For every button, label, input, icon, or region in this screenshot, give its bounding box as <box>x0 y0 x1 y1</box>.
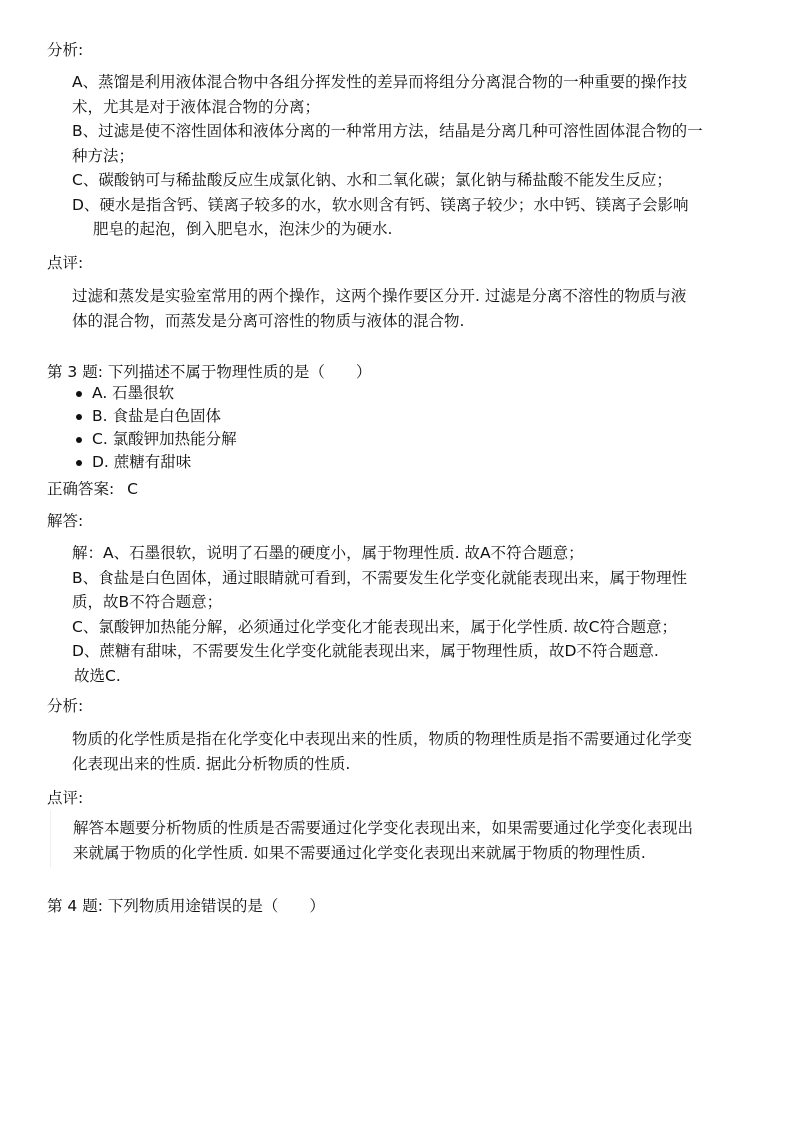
q3-comment-label: 点评: <box>47 789 84 807</box>
q2-analysis-text <box>72 70 732 242</box>
q3-option-a: A. 石墨很软 <box>72 382 237 405</box>
q2-comment-line: 体的混合物，而蒸发是分离可溶性的物质与液体的混合物. <box>72 311 465 330</box>
q2-analysis-label: 分析: <box>47 41 84 59</box>
q3-solution-line: B、食盐是白色固体，通过眼睛就可看到，不需要发生化学变化就能表现出来，属于物理性 <box>72 568 688 587</box>
q3-option-c: C. 氯酸钾加热能分解 <box>72 428 237 451</box>
q2-analysis-line: A、蒸馏是利用液体混合物中各组分挥发性的差异而将组分分离混合物的一种重要的操作技 <box>72 73 688 91</box>
q3-answer-value: C <box>127 480 138 498</box>
q3-analysis-text <box>72 727 732 776</box>
q2-comment-line: 过滤和蒸发是实验室常用的两个操作，这两个操作要区分开. 过滤是分离不溶性的物质与液 <box>72 287 687 305</box>
q3-solution-label: 解答: <box>47 512 84 530</box>
q2-analysis-line: D、硬水是指含钙、镁离子较多的水，软水则含有钙、镁离子较少；水中钙、镁离子会影响 <box>72 195 689 214</box>
q2-comment-label: 点评: <box>47 254 84 272</box>
q3-analysis-line: 化表现出来的性质. 据此分析物质的性质. <box>72 754 351 773</box>
q3-analysis-line: 物质的化学性质是指在化学变化中表现出来的性质，物质的物理性质是指不需要通过化学变 <box>72 730 693 748</box>
q3-options <box>72 382 237 474</box>
q3-solution-line: 故选C. <box>74 666 121 685</box>
q2-analysis-line: 术，尤其是对于液体混合物的分离； <box>72 97 321 116</box>
q3-option-b: B. 食盐是白色固体 <box>72 405 237 428</box>
q2-analysis-line: 种方法； <box>72 146 135 165</box>
q2-comment-text <box>72 284 732 333</box>
q3-solution-line: 质，故B不符合题意； <box>72 593 223 611</box>
q3-analysis-label: 分析: <box>47 697 84 715</box>
q3-title: 第 3 题: 下列描述不属于物理性质的是（ ） <box>47 363 372 381</box>
q2-analysis-line: C、碳酸钠可与稀盐酸反应生成氯化钠、水和二氧化碳；氯化钠与稀盐酸不能发生反应； <box>72 171 672 189</box>
q3-comment-line: 来就属于物质的化学性质. 如果不需要通过化学变化表现出来就属于物质的物理性质. <box>73 843 646 862</box>
q3-answer <box>47 477 138 501</box>
q3-option-d: D. 蔗糖有甜味 <box>72 451 237 474</box>
q4-title: 第 4 题: 下列物质用途错误的是（ ） <box>47 897 325 915</box>
q3-solution-line: C、氯酸钾加热能分解，必须通过化学变化才能表现出来，属于化学性质. 故C符合题意； <box>72 617 678 636</box>
q3-answer-label: 正确答案: <box>47 480 115 498</box>
q3-solution-text <box>72 541 732 688</box>
q3-comment-box <box>50 810 741 868</box>
q3-comment-line: 解答本题要分析物质的性质是否需要通过化学变化表现出来，如果需要通过化学变化表现出 <box>73 819 694 837</box>
q3-solution-line: D、蔗糖有甜味，不需要发生化学变化就能表现出来，属于物理性质，故D不符合题意. <box>72 642 659 660</box>
q2-analysis-line: 肥皂的起泡，倒入肥皂水，泡沫少的为硬水. <box>93 220 393 238</box>
q3-solution-line: 解：A、石墨很软，说明了石墨的硬度小，属于物理性质. 故A不符合题意； <box>72 544 584 562</box>
q2-analysis-line: B、过滤是使不溶性固体和液体分离的一种常用方法，结晶是分离几种可溶性固体混合物的一 <box>72 122 703 140</box>
